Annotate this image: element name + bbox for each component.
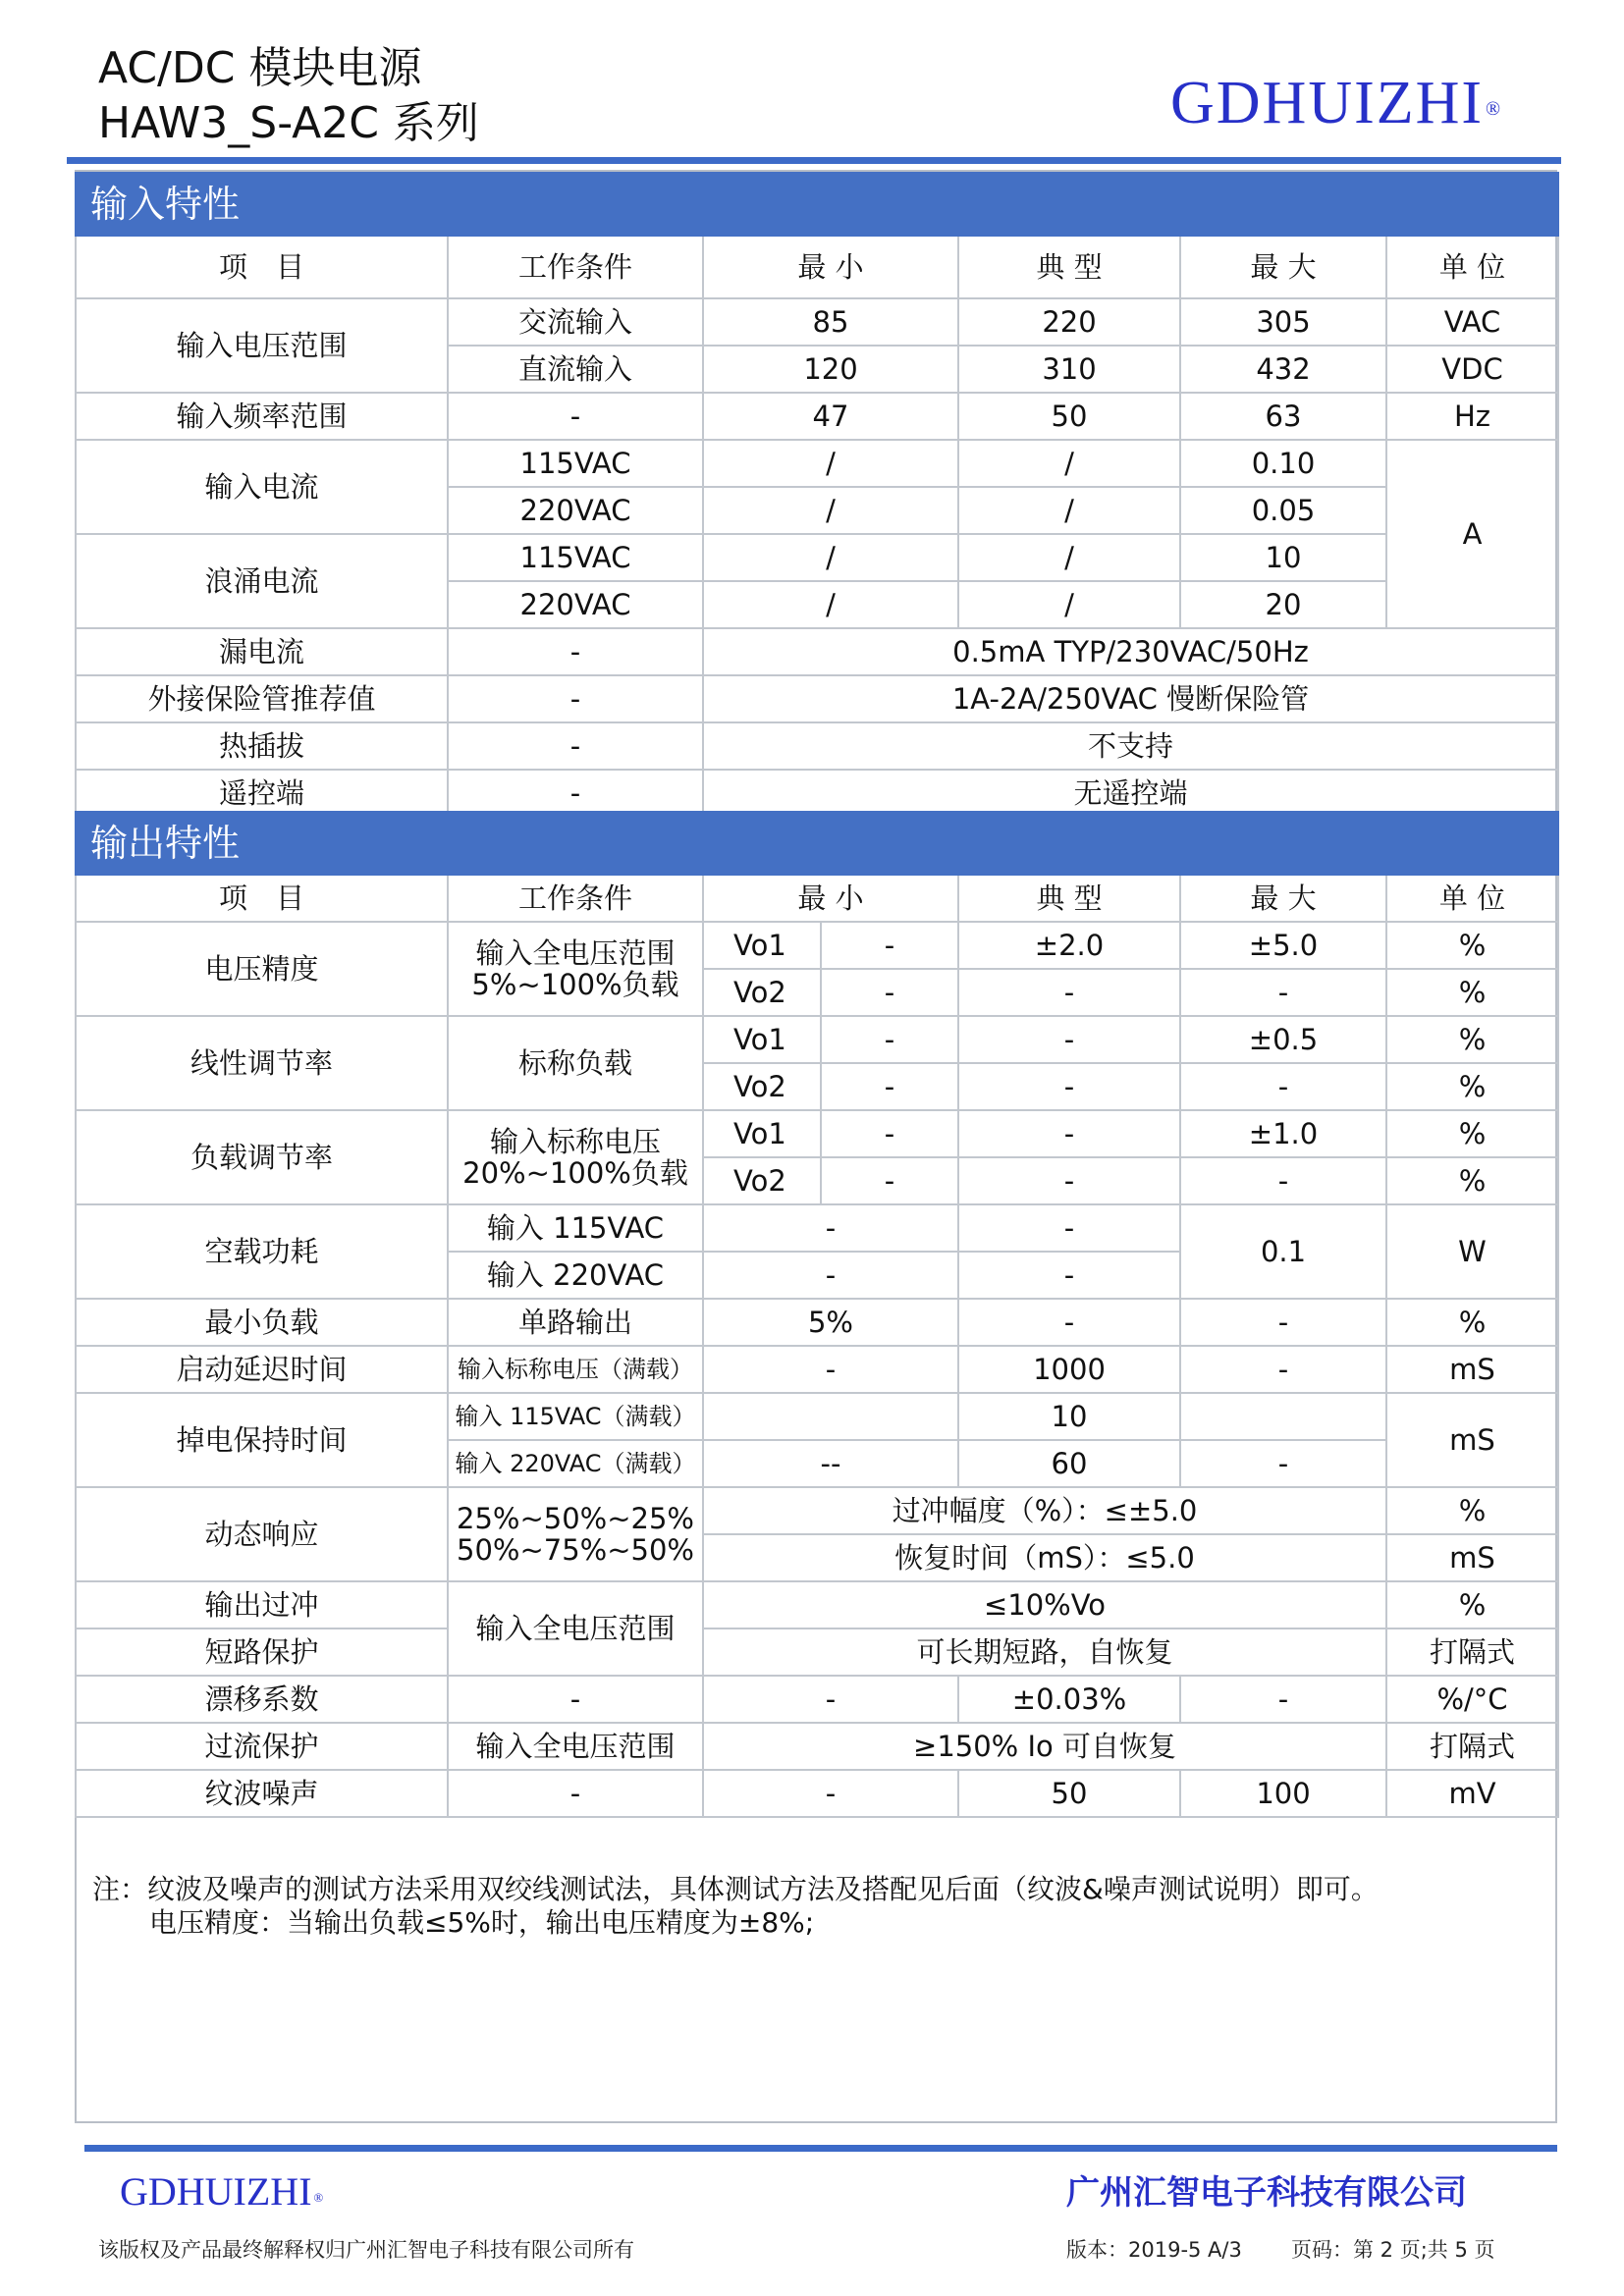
cell: 63 <box>1180 393 1386 440</box>
table-row <box>76 1393 1558 1440</box>
cell: - <box>1180 1299 1386 1346</box>
item-input-current: 输入电流 <box>76 440 448 534</box>
table-row <box>76 1676 1558 1723</box>
cell: % <box>1386 1581 1558 1629</box>
input-section-title: 输入特性 <box>76 173 1558 236</box>
header-min: 最 小 <box>703 236 958 298</box>
table-row <box>76 1299 1558 1346</box>
table-row <box>76 1723 1558 1770</box>
cell: ±0.5 <box>1180 1016 1386 1063</box>
cond-voltage-accuracy: 输入全电压范围 5%~100%负载 <box>448 922 703 1016</box>
cell <box>703 1393 958 1440</box>
cell: % <box>1386 969 1558 1016</box>
cell: 50 <box>958 393 1180 440</box>
cell: 输入 115VAC（满载） <box>448 1393 703 1440</box>
table-header-row <box>76 236 1558 298</box>
input-spec-table <box>75 172 1559 818</box>
header-unit: 单 位 <box>1386 875 1558 922</box>
table-row <box>76 1581 1558 1629</box>
cell: 1000 <box>958 1346 1180 1393</box>
cell: Hz <box>1386 393 1558 440</box>
header-min: 最 小 <box>703 875 958 922</box>
table-row <box>76 1346 1558 1393</box>
cell: 310 <box>958 346 1180 393</box>
cell: 47 <box>703 393 958 440</box>
cell: 0.1 <box>1180 1204 1386 1299</box>
cell: mS <box>1386 1346 1558 1393</box>
cell: Vo1 <box>703 1110 821 1157</box>
cell <box>1180 1393 1386 1440</box>
cell: - <box>448 1676 703 1723</box>
header-item: 项 目 <box>76 875 448 922</box>
cell: 输入 220VAC <box>448 1252 703 1299</box>
item-overshoot: 输出过冲 <box>76 1581 448 1629</box>
cell: - <box>821 1063 958 1110</box>
cell: -- <box>703 1440 958 1487</box>
cell: - <box>958 1157 1180 1204</box>
cell: 220VAC <box>448 487 703 534</box>
cell: - <box>958 969 1180 1016</box>
cell: ≤10%Vo <box>703 1581 1386 1629</box>
cell: / <box>958 581 1180 628</box>
cell: - <box>448 675 703 722</box>
cond-load-regulation: 输入标称电压 20%~100%负载 <box>448 1110 703 1204</box>
cell: ±0.03% <box>958 1676 1180 1723</box>
cell: 120 <box>703 346 958 393</box>
cell: 直流输入 <box>448 346 703 393</box>
table-row <box>76 298 1558 346</box>
cell: - <box>958 1252 1180 1299</box>
header-unit: 单 位 <box>1386 236 1558 298</box>
cell: 220 <box>958 298 1180 346</box>
cell: - <box>448 770 703 817</box>
cell: - <box>958 1299 1180 1346</box>
header-condition: 工作条件 <box>448 875 703 922</box>
cell: % <box>1386 1016 1558 1063</box>
item-voltage-accuracy: 电压精度 <box>76 922 448 1016</box>
cond-dynamic-response: 25%~50%~25% 50%~75%~50% <box>448 1487 703 1581</box>
cell: % <box>1386 1063 1558 1110</box>
footer-version: 版本：2019-5 A/3 <box>1066 2238 1242 2262</box>
cell: - <box>703 1676 958 1723</box>
table-row <box>76 770 1558 817</box>
cell: - <box>703 1346 958 1393</box>
table-row <box>76 1110 1558 1157</box>
table-row <box>76 1204 1558 1252</box>
footer-page-number: 页码：第 2 页;共 5 页 <box>1291 2238 1495 2262</box>
item-short-circuit: 短路保护 <box>76 1629 448 1676</box>
cell: % <box>1386 1110 1558 1157</box>
item-load-regulation: 负载调节率 <box>76 1110 448 1204</box>
cell: VAC <box>1386 298 1558 346</box>
header-typ: 典 型 <box>958 875 1180 922</box>
table-row <box>76 628 1558 675</box>
item-dynamic-response: 动态响应 <box>76 1487 448 1581</box>
cell: - <box>448 393 703 440</box>
cell: Vo2 <box>703 1157 821 1204</box>
item-leakage: 漏电流 <box>76 628 448 675</box>
cell: 不支持 <box>703 722 1558 770</box>
cell: - <box>1180 1440 1386 1487</box>
item-no-load-power: 空载功耗 <box>76 1204 448 1299</box>
cell: - <box>703 1252 958 1299</box>
table-row <box>76 393 1558 440</box>
cell: 60 <box>958 1440 1180 1487</box>
cell: ±2.0 <box>958 922 1180 969</box>
item-frequency: 输入频率范围 <box>76 393 448 440</box>
header-typ: 典 型 <box>958 236 1180 298</box>
item-inrush-current: 浪涌电流 <box>76 534 448 628</box>
header-condition: 工作条件 <box>448 236 703 298</box>
cell: 打隔式 <box>1386 1629 1558 1676</box>
cell: % <box>1386 1157 1558 1204</box>
cell: - <box>1180 1063 1386 1110</box>
item-hot-plug: 热插拔 <box>76 722 448 770</box>
cell: - <box>821 922 958 969</box>
table-row <box>76 1629 1558 1676</box>
item-fuse: 外接保险管推荐值 <box>76 675 448 722</box>
item-startup-delay: 启动延迟时间 <box>76 1346 448 1393</box>
cell: VDC <box>1386 346 1558 393</box>
output-spec-table <box>75 811 1559 1818</box>
cell: - <box>1180 1676 1386 1723</box>
cell: - <box>821 1110 958 1157</box>
footer-copyright: 该版权及产品最终解释权归广州汇智电子科技有限公司所有 <box>98 2238 634 2262</box>
cell: 0.05 <box>1180 487 1386 534</box>
cell: - <box>703 1204 958 1252</box>
cell: 305 <box>1180 298 1386 346</box>
cell: 432 <box>1180 346 1386 393</box>
cell: 输入 220VAC（满载） <box>448 1440 703 1487</box>
cell: - <box>958 1204 1180 1252</box>
cell: / <box>958 534 1180 581</box>
cell: / <box>703 534 958 581</box>
table-header-row <box>76 875 1558 922</box>
notes-block <box>92 1873 1379 1940</box>
cell: % <box>1386 1299 1558 1346</box>
cell: - <box>1180 969 1386 1016</box>
cell: ±5.0 <box>1180 922 1386 969</box>
cell: - <box>958 1063 1180 1110</box>
cell: 单路输出 <box>448 1299 703 1346</box>
cell: / <box>703 487 958 534</box>
cell: / <box>958 487 1180 534</box>
cell: 打隔式 <box>1386 1723 1558 1770</box>
cell: - <box>821 1157 958 1204</box>
header-divider <box>67 157 1561 164</box>
cell: % <box>1386 922 1558 969</box>
cell: 输入 115VAC <box>448 1204 703 1252</box>
header-max: 最 大 <box>1180 236 1386 298</box>
table-row <box>76 1487 1558 1534</box>
cell: - <box>448 1770 703 1817</box>
cell: ±1.0 <box>1180 1110 1386 1157</box>
cond-full-voltage: 输入全电压范围 <box>448 1581 703 1676</box>
cell: / <box>703 581 958 628</box>
cell: Vo2 <box>703 969 821 1016</box>
item-over-current: 过流保护 <box>76 1723 448 1770</box>
cell: 220VAC <box>448 581 703 628</box>
cell: 恢复时间（mS）：≤5.0 <box>703 1534 1386 1581</box>
cell: - <box>821 969 958 1016</box>
cell: / <box>958 440 1180 487</box>
cell: 0.5mA TYP/230VAC/50Hz <box>703 628 1558 675</box>
cell: - <box>958 1016 1180 1063</box>
header-item: 项 目 <box>76 236 448 298</box>
table-row <box>76 922 1558 969</box>
cell: 1A-2A/250VAC 慢断保险管 <box>703 675 1558 722</box>
unit-current: A <box>1386 440 1558 628</box>
table-row <box>76 1016 1558 1063</box>
table-row <box>76 1770 1558 1817</box>
table-row <box>76 440 1558 487</box>
table-row <box>76 722 1558 770</box>
item-holdup: 掉电保持时间 <box>76 1393 448 1487</box>
cell: ≥150% Io 可自恢复 <box>703 1723 1386 1770</box>
cell: W <box>1386 1204 1558 1299</box>
note-line-1: 注：纹波及噪声的测试方法采用双绞线测试法，具体测试方法及搭配见后面（纹波&噪声测试说明）即可。 <box>92 1873 1379 1905</box>
cell: - <box>448 722 703 770</box>
cell: 115VAC <box>448 440 703 487</box>
cell: Vo1 <box>703 1016 821 1063</box>
footer-brand-logo: GDHUIZHI ® <box>120 2169 324 2214</box>
cell: 10 <box>1180 534 1386 581</box>
cell: 输入全电压范围 <box>448 1723 703 1770</box>
item-voltage-range: 输入电压范围 <box>76 298 448 393</box>
item-temp-coefficient: 漂移系数 <box>76 1676 448 1723</box>
cond-line-regulation: 标称负载 <box>448 1016 703 1110</box>
item-line-regulation: 线性调节率 <box>76 1016 448 1110</box>
cell: - <box>448 628 703 675</box>
item-min-load: 最小负载 <box>76 1299 448 1346</box>
item-remote: 遥控端 <box>76 770 448 817</box>
cell: 过冲幅度（%）：≤±5.0 <box>703 1487 1386 1534</box>
cell: 10 <box>958 1393 1180 1440</box>
cell: mV <box>1386 1770 1558 1817</box>
cell: 50 <box>958 1770 1180 1817</box>
cell: 0.10 <box>1180 440 1386 487</box>
output-section-title: 输出特性 <box>76 812 1558 875</box>
brand-logo: GDHUIZHI ® <box>1170 70 1503 136</box>
item-ripple-noise: 纹波噪声 <box>76 1770 448 1817</box>
table-row <box>76 534 1558 581</box>
cell: 无遥控端 <box>703 770 1558 817</box>
cell: - <box>958 1110 1180 1157</box>
footer-divider <box>84 2145 1557 2152</box>
header-max: 最 大 <box>1180 875 1386 922</box>
cell: 交流输入 <box>448 298 703 346</box>
cell: Vo2 <box>703 1063 821 1110</box>
cell: 115VAC <box>448 534 703 581</box>
cell: mS <box>1386 1534 1558 1581</box>
cell: mS <box>1386 1393 1558 1487</box>
cell: / <box>703 440 958 487</box>
cell: 20 <box>1180 581 1386 628</box>
cell: - <box>1180 1346 1386 1393</box>
cell: - <box>821 1016 958 1063</box>
footer-company-name: 广州汇智电子科技有限公司 <box>1066 2173 1467 2213</box>
cell: 可长期短路，自恢复 <box>703 1629 1386 1676</box>
cell: - <box>703 1770 958 1817</box>
page-title-line2: HAW3_S-A2C 系列 <box>98 98 479 148</box>
note-line-2: 电压精度：当输出负载≤5%时，输出电压精度为±8%; <box>149 1906 815 1939</box>
table-row <box>76 675 1558 722</box>
cell: 输入标称电压（满载） <box>448 1346 703 1393</box>
page-title-line1: AC/DC 模块电源 <box>98 43 422 93</box>
cell: Vo1 <box>703 922 821 969</box>
cell: 5% <box>703 1299 958 1346</box>
cell: 85 <box>703 298 958 346</box>
cell: 100 <box>1180 1770 1386 1817</box>
cell: % <box>1386 1487 1558 1534</box>
cell: %/°C <box>1386 1676 1558 1723</box>
cell: - <box>1180 1157 1386 1204</box>
